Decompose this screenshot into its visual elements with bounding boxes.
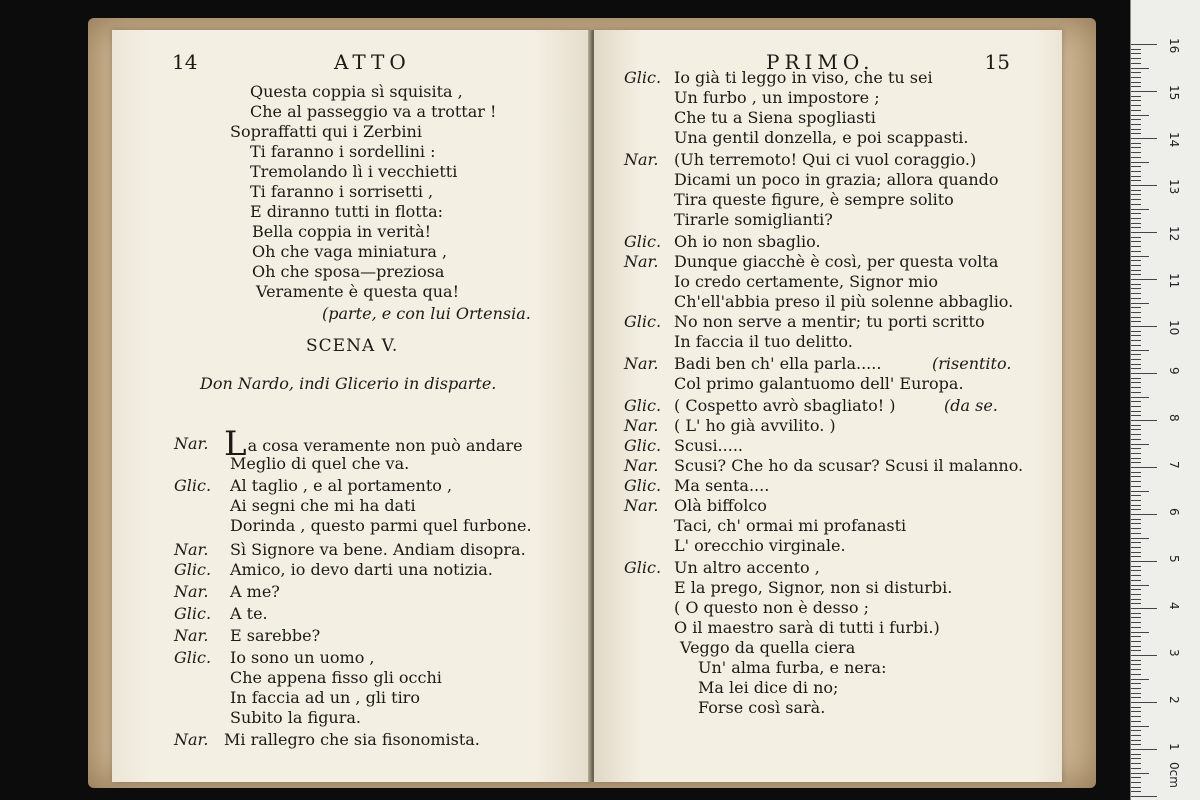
ruler-tick <box>1131 486 1141 487</box>
ruler-number: 14 <box>1167 132 1181 148</box>
dialogue-line: E sarebbe? <box>230 626 321 645</box>
dialogue-line: Ai segni che mi ha dati <box>230 496 416 515</box>
ruler-number: 10 <box>1167 320 1181 336</box>
ruler-tick <box>1131 227 1141 228</box>
dialogue-line: Un altro accento , <box>674 558 820 577</box>
speaker: Nar. <box>624 150 659 169</box>
ruler-tick <box>1131 72 1141 73</box>
ruler-tick <box>1131 82 1141 83</box>
dialogue-line: O il maestro sarà di tutti i furbi.) <box>674 618 940 637</box>
ruler-tick <box>1131 613 1141 614</box>
speaker: Glic. <box>174 648 212 667</box>
ruler-tick <box>1131 335 1141 336</box>
ruler-number: 13 <box>1167 179 1181 195</box>
ruler-tick <box>1131 702 1157 703</box>
ruler-tick <box>1131 378 1141 379</box>
ruler-tick <box>1131 279 1157 280</box>
ruler-tick <box>1131 392 1141 393</box>
right-page-number: 15 <box>984 50 1010 74</box>
ruler-tick <box>1131 307 1141 308</box>
verse-line: Oh che vaga miniatura , <box>252 242 448 261</box>
dialogue-line: Ma senta.... <box>674 476 770 495</box>
ruler-tick <box>1131 495 1141 496</box>
ruler-tick <box>1131 260 1141 261</box>
ruler-tick <box>1131 453 1141 454</box>
ruler-tick <box>1131 397 1149 398</box>
ruler-tick <box>1131 401 1141 402</box>
dialogue-line: A me? <box>230 582 280 601</box>
ruler-tick <box>1131 199 1141 200</box>
dialogue-line: Forse così sarà. <box>698 698 826 717</box>
ruler-number: 15 <box>1167 85 1181 101</box>
stage-direction: (risentito. <box>932 354 1012 373</box>
speaker: Nar. <box>174 730 209 749</box>
ruler-tick <box>1131 787 1141 788</box>
ruler-tick <box>1131 359 1141 360</box>
ruler-tick <box>1131 317 1141 318</box>
ruler-tick <box>1131 241 1141 242</box>
dialogue-line: Una gentil donzella, e poi scappasti. <box>674 128 969 147</box>
ruler-tick <box>1131 603 1141 604</box>
speaker: Glic. <box>624 436 662 455</box>
ruler-tick <box>1131 622 1141 623</box>
dialogue-line: Meglio di quel che va. <box>230 454 410 473</box>
scene-subheading: Don Nardo, indi Glicerio in disparte. <box>200 374 497 393</box>
ruler-number: 12 <box>1167 226 1181 242</box>
ruler-tick <box>1131 679 1149 680</box>
verse-line: Che al passeggio va a trottar ! <box>250 102 497 121</box>
ruler-tick <box>1131 350 1149 351</box>
ruler-tick <box>1131 434 1141 435</box>
dialogue-line: L' orecchio virginale. <box>674 536 846 555</box>
ruler-tick <box>1131 218 1141 219</box>
ruler-tick <box>1131 411 1141 412</box>
ruler-tick <box>1131 147 1141 148</box>
verse-line: Questa coppia sì squisita , <box>250 82 463 101</box>
ruler-tick <box>1131 124 1141 125</box>
ruler-tick <box>1131 180 1141 181</box>
dialogue-line: Io credo certamente, Signor mio <box>674 272 939 291</box>
ruler-tick <box>1131 345 1141 346</box>
ruler-tick <box>1131 68 1149 69</box>
ruler-tick <box>1131 321 1141 322</box>
ruler-tick <box>1131 763 1141 764</box>
ruler-tick <box>1131 528 1141 529</box>
dialogue-line-text: a cosa veramente non può andare <box>247 436 523 455</box>
ruler-number: 9 <box>1167 367 1181 375</box>
ruler-tick <box>1131 523 1141 524</box>
ruler-tick <box>1131 505 1141 506</box>
speaker: Nar. <box>624 496 659 515</box>
speaker: Glic. <box>624 68 662 87</box>
ruler-tick <box>1131 119 1141 120</box>
right-running-head: PRIMO. <box>766 50 875 74</box>
dialogue-line: Ch'ell'abbia preso il più solenne abbaglio. <box>674 292 1014 311</box>
ruler-tick <box>1131 373 1157 374</box>
ruler-tick <box>1131 730 1141 731</box>
dialogue-line: Scusi? Che ho da scusar? Scusi il malanno. <box>674 456 1024 475</box>
ruler-number: 8 <box>1167 414 1181 422</box>
ruler-tick <box>1131 129 1141 130</box>
ruler-number: 3 <box>1167 649 1181 657</box>
speaker: Glic. <box>624 558 662 577</box>
ruler-tick <box>1131 556 1141 557</box>
stage-direction: (da se. <box>944 396 998 415</box>
speaker: Nar. <box>174 434 209 453</box>
ruler-tick <box>1131 251 1141 252</box>
left-running-head: ATTO <box>334 50 411 74</box>
ruler-tick <box>1131 617 1141 618</box>
ruler-tick <box>1131 472 1141 473</box>
ruler-tick <box>1131 519 1141 520</box>
dialogue-line: Io già ti leggo in viso, che tu sei <box>674 68 933 87</box>
ruler-tick <box>1131 627 1141 628</box>
ruler-tick <box>1131 49 1141 50</box>
ruler-tick <box>1131 354 1141 355</box>
ruler-tick <box>1131 650 1141 651</box>
ruler-tick <box>1131 458 1141 459</box>
ruler-tick <box>1131 768 1141 769</box>
ruler-tick <box>1131 462 1141 463</box>
ruler-tick <box>1131 641 1141 642</box>
dialogue-line: Che appena fisso gli occhi <box>230 668 442 687</box>
ruler-tick <box>1131 467 1157 468</box>
speaker: Glic. <box>624 312 662 331</box>
ruler-tick <box>1131 157 1141 158</box>
ruler-tick <box>1131 594 1141 595</box>
dialogue-line: Ma lei dice di no; <box>698 678 839 697</box>
ruler-tick <box>1131 105 1141 106</box>
ruler-tick <box>1131 138 1157 139</box>
ruler-tick <box>1131 538 1149 539</box>
ruler-tick <box>1131 735 1141 736</box>
ruler-tick <box>1131 547 1141 548</box>
dialogue-line: ( L' ho già avvilito. ) <box>674 416 836 435</box>
ruler-tick <box>1131 439 1141 440</box>
ruler-tick <box>1131 53 1141 54</box>
verse-line: Ti faranno i sordellini : <box>250 142 436 161</box>
ruler-tick <box>1131 754 1141 755</box>
ruler-tick <box>1131 284 1141 285</box>
ruler-tick <box>1131 133 1141 134</box>
ruler-tick <box>1131 171 1141 172</box>
ruler-tick <box>1131 608 1157 609</box>
dialogue-line: Badi ben ch' ella parla..... <box>674 354 882 373</box>
dialogue-line: Taci, ch' ormai mi profanasti <box>674 516 907 535</box>
ruler-tick <box>1131 552 1141 553</box>
ruler-tick <box>1131 791 1141 792</box>
ruler-tick <box>1131 340 1141 341</box>
ruler-tick <box>1131 232 1157 233</box>
ruler-tick <box>1131 209 1149 210</box>
ruler-tick <box>1131 777 1141 778</box>
speaker: Glic. <box>624 476 662 495</box>
ruler-tick <box>1131 707 1141 708</box>
ruler-tick <box>1131 143 1141 144</box>
ruler-tick <box>1131 444 1149 445</box>
speaker: Nar. <box>174 626 209 645</box>
left-page-number: 14 <box>172 50 198 74</box>
ruler-tick <box>1131 387 1141 388</box>
dialogue-line: ( O questo non è desso ; <box>674 598 870 617</box>
ruler-number: 4 <box>1167 602 1181 610</box>
ruler-tick <box>1131 382 1141 383</box>
ruler-tick <box>1131 270 1141 271</box>
verse-line: Sopraffatti qui i Zerbini <box>230 122 422 141</box>
ruler-tick <box>1131 509 1141 510</box>
measuring-ruler <box>1130 0 1200 800</box>
ruler-tick <box>1131 326 1157 327</box>
verse-line: Veramente è questa qua! <box>256 282 460 301</box>
ruler-tick <box>1131 697 1141 698</box>
ruler-tick <box>1131 429 1141 430</box>
ruler-tick <box>1131 749 1157 750</box>
ruler-tick <box>1131 96 1141 97</box>
ruler-tick <box>1131 152 1141 153</box>
ruler-tick <box>1131 782 1141 783</box>
dialogue-line: Un' alma furba, e nera: <box>698 658 887 677</box>
ruler-tick <box>1131 476 1141 477</box>
ruler-tick <box>1131 237 1141 238</box>
speaker: Glic. <box>174 560 212 579</box>
verse-line: Ti faranno i sorrisetti , <box>250 182 434 201</box>
ruler-tick <box>1131 688 1141 689</box>
ruler-tick <box>1131 669 1141 670</box>
dialogue-line: (Uh terremoto! Qui ci vuol coraggio.) <box>674 150 977 169</box>
speaker: Nar. <box>624 416 659 435</box>
ruler-number: 1 <box>1167 743 1181 751</box>
right-page <box>594 30 1062 782</box>
ruler-tick <box>1131 86 1141 87</box>
ruler-tick <box>1131 481 1141 482</box>
speaker: Glic. <box>174 604 212 623</box>
verse-line: Tremolando lì i vecchietti <box>250 162 458 181</box>
ruler-tick <box>1131 740 1141 741</box>
ruler-tick <box>1131 683 1141 684</box>
dialogue-line: Io sono un uomo , <box>230 648 375 667</box>
dialogue-line: In faccia ad un , gli tiro <box>230 688 420 707</box>
ruler-tick <box>1131 646 1141 647</box>
dialogue-line: A te. <box>230 604 268 623</box>
dialogue-line: Subito la figura. <box>230 708 362 727</box>
dialogue-line: Un furbo , un impostore ; <box>674 88 880 107</box>
ruler-tick <box>1131 711 1141 712</box>
dialogue-line: Oh io non sbaglio. <box>674 232 821 251</box>
dialogue-line: E la prego, Signor, non si disturbi. <box>674 578 953 597</box>
ruler-tick <box>1131 223 1141 224</box>
ruler-tick <box>1131 415 1141 416</box>
ruler-tick <box>1131 364 1141 365</box>
ruler-number: 11 <box>1167 273 1181 289</box>
ruler-tick <box>1131 204 1141 205</box>
ruler-tick <box>1131 91 1157 92</box>
speaker: Nar. <box>624 252 659 271</box>
ruler-tick <box>1131 575 1141 576</box>
verse-line: Oh che sposa—preziosa <box>252 262 445 281</box>
ruler-tick <box>1131 448 1141 449</box>
ruler-tick <box>1131 110 1141 111</box>
speaker: Nar. <box>624 354 659 373</box>
ruler-tick <box>1131 63 1141 64</box>
ruler-tick <box>1131 664 1141 665</box>
ruler-tick <box>1131 288 1141 289</box>
ruler-tick <box>1131 674 1141 675</box>
ruler-tick <box>1131 716 1141 717</box>
ruler-tick <box>1131 599 1141 600</box>
ruler-number: 6 <box>1167 508 1181 516</box>
ruler-tick <box>1131 298 1141 299</box>
scene-heading: SCENA V. <box>306 336 399 356</box>
ruler-tick <box>1131 636 1141 637</box>
ruler-tick <box>1131 726 1149 727</box>
ruler-tick <box>1131 406 1141 407</box>
verse-line: Bella coppia in verità! <box>252 222 432 241</box>
ruler-tick <box>1131 425 1141 426</box>
speaker: Nar. <box>174 540 209 559</box>
ruler-tick <box>1131 194 1141 195</box>
ruler-tick <box>1131 585 1149 586</box>
ruler-number: 16 <box>1167 38 1181 54</box>
ruler-tick <box>1131 44 1157 45</box>
left-page <box>112 30 592 782</box>
ruler-tick <box>1131 533 1141 534</box>
dialogue-line: Al taglio , e al portamento , <box>230 476 453 495</box>
ruler-tick <box>1131 265 1141 266</box>
ruler-tick <box>1131 58 1141 59</box>
verse-line: E diranno tutti in flotta: <box>250 202 444 221</box>
dialogue-line: Olà biffolco <box>674 496 767 515</box>
dialogue-line: Sì Signore va bene. Andiam disopra. <box>230 540 526 559</box>
ruler-tick <box>1131 721 1141 722</box>
ruler-tick <box>1131 77 1141 78</box>
ruler-tick <box>1131 185 1157 186</box>
ruler-number: 7 <box>1167 461 1181 469</box>
dialogue-line: Tirarle somiglianti? <box>674 210 833 229</box>
dialogue-line: ( Cospetto avrò sbagliato! ) <box>674 396 896 415</box>
speaker: Glic. <box>624 396 662 415</box>
ruler-tick <box>1131 796 1157 797</box>
ruler-tick <box>1131 293 1141 294</box>
ruler-tick <box>1131 589 1141 590</box>
ruler-tick <box>1131 100 1141 101</box>
ruler-tick <box>1131 655 1157 656</box>
ruler-number: 2 <box>1167 696 1181 704</box>
dialogue-line: Scusi..... <box>674 436 743 455</box>
ruler-tick <box>1131 213 1141 214</box>
dialogue-line: Amico, io devo darti una notizia. <box>230 560 493 579</box>
ruler-tick <box>1131 420 1157 421</box>
ruler-number: 5 <box>1167 555 1181 563</box>
ruler-tick <box>1131 561 1157 562</box>
dialogue-line: Dorinda , questo parmi quel furbone. <box>230 516 532 535</box>
ruler-tick <box>1131 500 1141 501</box>
ruler-unit: 0cm <box>1167 762 1181 788</box>
ruler-tick <box>1131 744 1141 745</box>
ruler-tick <box>1131 514 1157 515</box>
ruler-tick <box>1131 166 1141 167</box>
dialogue-line: No non serve a mentir; tu porti scritto <box>674 312 985 331</box>
ruler-tick <box>1131 758 1141 759</box>
ruler-tick <box>1131 190 1141 191</box>
ruler-tick <box>1131 542 1141 543</box>
ruler-tick <box>1131 246 1141 247</box>
speaker: Nar. <box>624 456 659 475</box>
ruler-tick <box>1131 115 1149 116</box>
ruler-tick <box>1131 773 1149 774</box>
exit-stage-direction: (parte, e con lui Ortensia. <box>322 304 531 323</box>
ruler-tick <box>1131 176 1141 177</box>
dialogue-line: Tira queste figure, è sempre solito <box>674 190 954 209</box>
speaker: Glic. <box>624 232 662 251</box>
ruler-tick <box>1131 580 1141 581</box>
ruler-tick <box>1131 303 1149 304</box>
dialogue-line: In faccia il tuo delitto. <box>674 332 853 351</box>
dialogue-line: La cosa veramente non può andare <box>224 424 523 464</box>
ruler-tick <box>1131 632 1149 633</box>
dialogue-line: Dicami un poco in grazia; allora quando <box>674 170 999 189</box>
dialogue-line: Mi rallegro che sia fisonomista. <box>224 730 480 749</box>
ruler-tick <box>1131 162 1149 163</box>
ruler-tick <box>1131 368 1141 369</box>
ruler-tick <box>1131 274 1141 275</box>
ruler-tick <box>1131 570 1141 571</box>
speaker: Nar. <box>174 582 209 601</box>
speaker: Glic. <box>174 476 212 495</box>
dialogue-line: Veggo da quella ciera <box>680 638 856 657</box>
dialogue-line: Che tu a Siena spogliasti <box>674 108 876 127</box>
dialogue-line: Dunque giacchè è così, per questa volta <box>674 252 999 271</box>
ruler-tick <box>1131 693 1141 694</box>
ruler-tick <box>1131 331 1141 332</box>
ruler-tick <box>1131 491 1149 492</box>
ruler-tick <box>1131 312 1141 313</box>
ruler-tick <box>1131 256 1149 257</box>
ruler-tick <box>1131 566 1141 567</box>
dialogue-line: Col primo galantuomo dell' Europa. <box>674 374 964 393</box>
ruler-tick <box>1131 660 1141 661</box>
